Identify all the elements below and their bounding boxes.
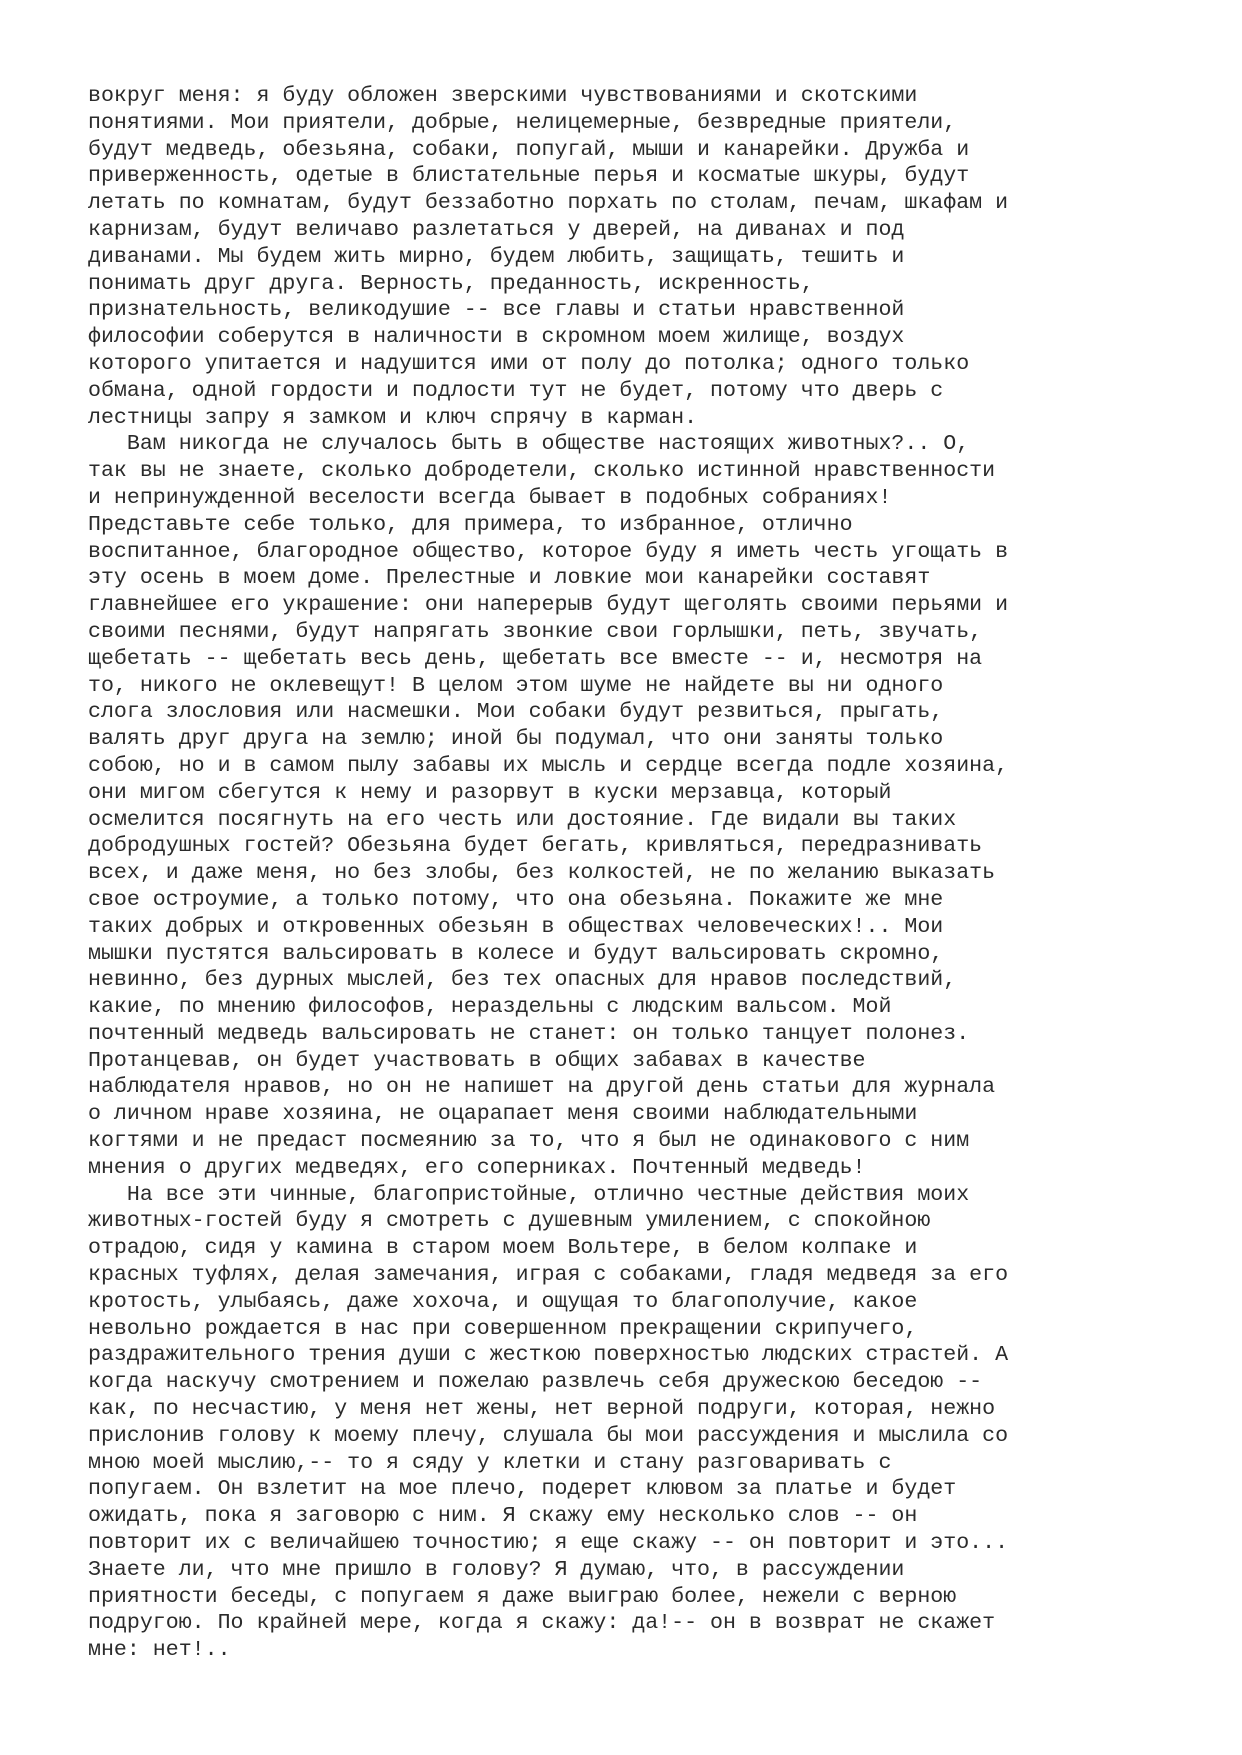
text-line: философии соберутся в наличности в скромном моем жилище, воздух xyxy=(88,325,905,350)
text-line: таких добрых и откровенных обезьян в обществах человеческих!.. Мои xyxy=(88,914,944,939)
text-line: свое остроумие, а только потому, что она обезьяна. Покажите же мне xyxy=(88,887,944,912)
text-line: щебетать -- щебетать весь день, щебетать все вместе -- и, несмотря на xyxy=(88,646,983,671)
text-line: главнейшее его украшение: они наперерыв будут щеголять своими перьями и xyxy=(88,593,1009,618)
text-line: мнения о других медведях, его соперниках. Почтенный медведь! xyxy=(88,1155,866,1180)
document-text xyxy=(88,83,1168,1664)
text-line: карнизам, будут величаво разлетаться у дверей, на диванах и под xyxy=(88,217,905,242)
text-line: раздражительного трения души с жесткою поверхностью людских страстей. А xyxy=(88,1343,1009,1368)
text-line: лестницы запру я замком и ключ спрячу в карман. xyxy=(88,405,698,430)
text-line: подругою. По крайней мере, когда я скажу: да!-- он в возврат не скажет xyxy=(88,1611,996,1636)
text-line: Протанцевав, он будет участвовать в общих забавах в качестве xyxy=(88,1048,866,1073)
text-line: вокруг меня: я буду обложен зверскими чувствованиями и скотскими xyxy=(88,84,918,108)
text-line: летать по комнатам, будут беззаботно порхать по столам, печам, шкафам и xyxy=(88,191,1009,216)
text-line: будут медведь, обезьяна, собаки, попугай, мыши и канарейки. Дружба и xyxy=(88,137,970,162)
text-line: повторит их с величайшею точностию; я еще скажу -- он повторит и это... xyxy=(88,1531,1009,1556)
text-line: приверженность, одетые в блистательные перья и косматые шкуры, будут xyxy=(88,164,970,189)
text-line: они мигом сбегутся к нему и разорвут в куски мерзавца, который xyxy=(88,780,892,805)
text-line: валять друг друга на землю; иной бы подумал, что они заняты только xyxy=(88,727,944,752)
text-line: невольно рождается в нас при совершенном прекращении скрипучего, xyxy=(88,1316,918,1341)
text-line: всех, и даже меня, но без злобы, без колкостей, не по желанию выказать xyxy=(88,861,996,886)
text-line: прислонив голову к моему плечу, слушала бы мои рассуждения и мыслила со xyxy=(88,1423,1009,1448)
text-line: которого упитается и надушится ими от полу до потолка; одного только xyxy=(88,351,970,376)
text-line: ожидать, пока я заговорю с ним. Я скажу ему несколько слов -- он xyxy=(88,1504,918,1529)
text-line: Представьте себе только, для примера, то избранное, отлично xyxy=(88,512,853,537)
text-line: и непринужденной веселости всегда бывает в подобных собраниях! xyxy=(88,485,892,510)
text-line: когтями и не предаст посмеянию за то, что я был не одинакового с ним xyxy=(88,1129,970,1154)
text-line: обмана, одной гордости и подлости тут не будет, потому что дверь с xyxy=(88,378,944,403)
text-line: понятиями. Мои приятели, добрые, нелицемерные, безвредные приятели, xyxy=(88,110,957,135)
text-line: о личном нраве хозяина, не оцарапает меня своими наблюдательными xyxy=(88,1102,918,1127)
text-line: какие, по мнению философов, нераздельны с людским вальсом. Мой xyxy=(88,995,892,1020)
text-line: почтенный медведь вальсировать не станет: он только танцует полонез. xyxy=(88,1021,970,1046)
text-line: мною моей мыслию,-- то я сяду у клетки и стану разговаривать с xyxy=(88,1450,892,1475)
text-line: кротость, улыбаясь, даже хохоча, и ощущая то благополучие, какое xyxy=(88,1289,918,1314)
text-line: так вы не знаете, сколько добродетели, сколько истинной нравственности xyxy=(88,459,996,484)
text-line: Вам никогда не случалось быть в обществе настоящих животных?.. О, xyxy=(88,432,970,457)
text-line: наблюдателя нравов, но он не напишет на другой день статьи для журнала xyxy=(88,1075,996,1100)
text-line: то, никого не оклевещут! В целом этом шуме не найдете вы ни одного xyxy=(88,673,944,698)
text-line: признательность, великодушие -- все главы и статьи нравственной xyxy=(88,298,905,323)
text-line: красных туфлях, делая замечания, играя с собаками, гладя медведя за его xyxy=(88,1263,1009,1288)
text-line: приятности беседы, с попугаем я даже выиграю более, нежели с верною xyxy=(88,1584,957,1609)
text-line: добродушных гостей? Обезьяна будет бегать, кривляться, передразнивать xyxy=(88,834,983,859)
text-line: эту осень в моем доме. Прелестные и ловкие мои канарейки составят xyxy=(88,566,931,591)
text-line: животных-гостей буду я смотреть с душевным умилением, с спокойною xyxy=(88,1209,931,1234)
text-line: мне: нет!.. xyxy=(88,1638,231,1663)
text-line: осмелится посягнуть на его честь или достояние. Где видали вы таких xyxy=(88,807,957,832)
text-line: собою, но и в самом пылу забавы их мысль и сердце всегда подле хозяина, xyxy=(88,753,1009,778)
text-line: понимать друг друга. Верность, преданность, искренность, xyxy=(88,271,814,296)
text-line: своими песнями, будут напрягать звонкие свои горлышки, петь, звучать, xyxy=(88,619,983,644)
text-line: попугаем. Он взлетит на мое плечо, подерет клювом за платье и будет xyxy=(88,1477,957,1502)
text-line: когда наскучу смотрением и пожелаю развлечь себя дружескою беседою -- xyxy=(88,1370,983,1395)
text-line: отрадою, сидя у камина в старом моем Вольтере, в белом колпаке и xyxy=(88,1236,918,1261)
text-line: мышки пустятся вальсировать в колесе и будут вальсировать скромно, xyxy=(88,941,944,966)
text-line: воспитанное, благородное общество, которое буду я иметь честь угощать в xyxy=(88,539,1009,564)
text-line: как, по несчастию, у меня нет жены, нет верной подруги, которая, нежно xyxy=(88,1397,996,1422)
text-line: невинно, без дурных мыслей, без тех опасных для нравов последствий, xyxy=(88,968,957,993)
text-line: Знаете ли, что мне пришло в голову? Я думаю, что, в рассуждении xyxy=(88,1557,905,1582)
text-line: слога злословия или насмешки. Мои собаки будут резвиться, прыгать, xyxy=(88,700,944,725)
text-line: диванами. Мы будем жить мирно, будем любить, защищать, тешить и xyxy=(88,244,905,269)
text-line: На все эти чинные, благопристойные, отлично честные действия моих xyxy=(88,1182,970,1207)
